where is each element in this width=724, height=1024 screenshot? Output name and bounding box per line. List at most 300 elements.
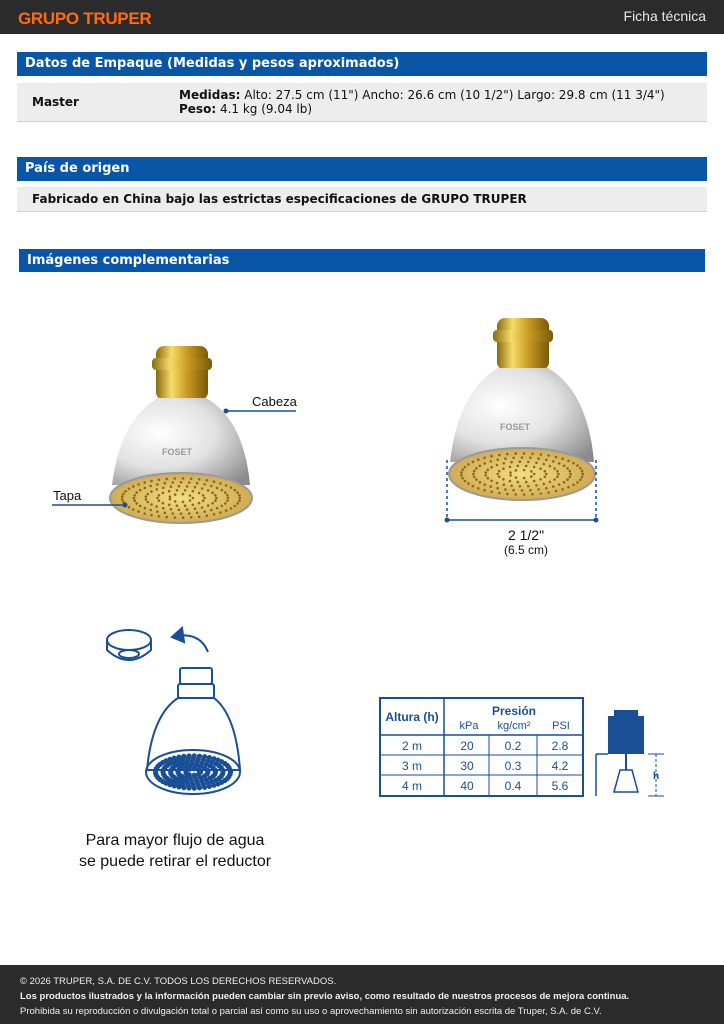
table-cell: 40 — [460, 779, 474, 793]
nozzle-dot — [176, 504, 179, 507]
nozzle-dot — [229, 768, 232, 771]
table-cell: 4.2 — [551, 759, 569, 773]
nozzle-dot — [566, 478, 569, 481]
nozzle-dot — [496, 464, 499, 467]
unit-kgcm2: kg/cm² — [497, 720, 531, 732]
dims-label: Medidas: — [179, 88, 241, 102]
nozzle-dot — [121, 495, 124, 498]
nozzle-dot — [145, 495, 148, 498]
nozzle-dot — [208, 785, 211, 788]
nozzle-dot — [178, 509, 181, 512]
nozzle-dot — [569, 473, 572, 476]
nozzle-dot — [132, 485, 135, 488]
nozzle-dot — [517, 465, 520, 468]
nozzle-dot — [509, 480, 512, 483]
nozzle-dot — [211, 502, 214, 505]
nozzle-dot — [186, 485, 189, 488]
nozzle-dot — [198, 478, 201, 481]
nozzle-dot — [165, 516, 168, 519]
nozzle-dot — [150, 514, 153, 517]
nozzle-dot — [174, 516, 177, 519]
nozzle-dot — [144, 507, 147, 510]
nozzle-dot — [219, 482, 222, 485]
nozzle-dot — [496, 473, 499, 476]
nozzle-dot — [472, 461, 475, 464]
nozzle-dot — [224, 491, 227, 494]
shower-face — [449, 448, 595, 500]
nozzle-dot — [132, 508, 135, 511]
nozzle-dot — [498, 454, 501, 457]
packaging-section-title: Datos de Empaque (Medidas y pesos aproximados) — [17, 52, 707, 76]
nozzle-dot — [479, 481, 482, 484]
unit-psi: PSI — [552, 720, 570, 732]
nozzle-dot — [464, 480, 467, 483]
nozzle-dot — [539, 467, 542, 470]
shower-connector — [156, 346, 208, 400]
nozzle-dot — [174, 493, 177, 496]
nozzle-dot — [168, 504, 171, 507]
nozzle-dot — [531, 493, 534, 496]
nozzle-dot — [473, 470, 476, 473]
nozzle-dot — [213, 480, 216, 483]
nozzle-dot — [158, 494, 161, 497]
document-type: Ficha técnica — [623, 8, 706, 24]
nozzle-dot — [523, 469, 526, 472]
nozzle-dot — [176, 763, 179, 766]
nozzle-dot — [208, 756, 211, 759]
reducer-icon — [107, 630, 151, 650]
nozzle-dot — [490, 455, 493, 458]
nozzle-dot — [561, 488, 564, 491]
table-cell: 3 m — [401, 759, 423, 773]
nozzle-dot — [137, 483, 140, 486]
nozzle-dot — [155, 505, 158, 508]
nozzle-dot — [521, 489, 524, 492]
shower-icon — [614, 770, 638, 792]
nozzle-dot — [206, 768, 209, 771]
nozzle-dot — [214, 779, 217, 782]
nozzle-dot — [581, 470, 584, 473]
nozzle-dot — [226, 499, 229, 502]
nozzle-dot — [162, 487, 165, 490]
nozzle-dot — [177, 756, 180, 759]
nozzle-dot — [202, 499, 205, 502]
nozzle-dot — [172, 512, 175, 515]
shower-head-photo-1 — [52, 346, 298, 523]
nozzle-dot — [210, 509, 213, 512]
nozzle-dot — [502, 467, 505, 470]
table-cell: 0.2 — [504, 739, 522, 753]
nozzle-dot — [162, 492, 165, 495]
nozzle-dot — [556, 476, 559, 479]
shower-connector — [497, 318, 549, 370]
nozzle-dot — [479, 465, 482, 468]
nozzle-dot — [525, 481, 528, 484]
nozzle-dot — [219, 511, 222, 514]
nozzle-dot — [186, 508, 189, 511]
nozzle-dot — [460, 471, 463, 474]
nozzle-dot — [213, 513, 216, 516]
nozzle-dot — [525, 465, 528, 468]
nozzle-dot — [236, 502, 239, 505]
nozzle-dot — [530, 470, 533, 473]
nozzle-dot — [174, 477, 177, 480]
nozzle-dot — [506, 453, 509, 456]
nozzle-dot — [155, 488, 158, 491]
nozzle-dot — [225, 484, 228, 487]
water-tank-icon — [608, 716, 644, 754]
nozzle-dot — [172, 481, 175, 484]
height-symbol: h — [653, 771, 660, 782]
nozzle-dot — [553, 467, 556, 470]
reducer-diagram — [107, 628, 240, 794]
nozzle-dot — [475, 478, 478, 481]
origin-text: Fabricado en China bajo las estrictas especificaciones de GRUPO TRUPER — [32, 192, 527, 206]
nozzle-dot — [215, 497, 218, 500]
nozzle-dot — [472, 473, 475, 476]
nozzle-dot — [487, 477, 490, 480]
nozzle-dot — [485, 471, 488, 474]
nozzle-dot — [182, 477, 185, 480]
pressure-table — [380, 698, 583, 796]
nozzle-dot — [221, 489, 224, 492]
nozzle-dot — [221, 768, 224, 771]
nozzle-dot — [549, 465, 552, 468]
nozzle-dot — [556, 470, 559, 473]
nozzle-dot — [484, 483, 487, 486]
table-cell: 5.6 — [551, 779, 569, 793]
nozzle-dot — [523, 452, 526, 455]
nozzle-dot — [523, 493, 526, 496]
nozzle-dot — [133, 497, 136, 500]
nozzle-dot — [174, 500, 177, 503]
nozzle-dot — [128, 506, 131, 509]
nozzle-dot — [581, 476, 584, 479]
nozzle-dot — [540, 453, 543, 456]
nozzle-dot — [544, 470, 547, 473]
nozzle-dot — [198, 492, 201, 495]
reproduction-notice: Prohibida su reproducción o divulgación total o parcial así como su uso o aprovechamiento sin autorización escrita de Truper, S.A. de C.V. — [20, 1006, 602, 1017]
nozzle-dot — [545, 487, 548, 490]
nozzle-dot — [506, 493, 509, 496]
col-header-presion: Presión — [491, 704, 537, 718]
nozzle-dot — [558, 483, 561, 486]
nozzle-dot — [467, 482, 470, 485]
nozzle-dot — [203, 786, 206, 789]
nozzle-dot — [203, 755, 206, 758]
nozzle-dot — [563, 465, 566, 468]
nozzle-dot — [514, 493, 517, 496]
nozzle-dot — [213, 768, 216, 771]
nozzle-dot — [483, 457, 486, 460]
nozzle-dot — [540, 492, 543, 495]
foset-logo: FOSET — [162, 447, 193, 457]
packaging-row — [17, 83, 707, 122]
brand-logo: GRUPO TRUPER — [18, 9, 152, 28]
nozzle-dot — [162, 502, 165, 505]
label-tapa: Tapa — [53, 488, 82, 503]
nozzle-dot — [572, 462, 575, 465]
nozzle-dot — [168, 762, 171, 765]
nozzle-dot — [173, 757, 176, 760]
nozzle-dot — [238, 494, 241, 497]
table-cell: 0.4 — [504, 779, 522, 793]
nozzle-dot — [158, 499, 161, 502]
nozzle-dot — [206, 479, 209, 482]
nozzle-dot — [170, 485, 173, 488]
nozzle-dot — [498, 492, 501, 495]
footer — [0, 965, 724, 1024]
nozzle-dot — [496, 482, 499, 485]
nozzle-dot — [178, 485, 181, 488]
nozzle-dot — [563, 481, 566, 484]
nozzle-dot — [143, 481, 146, 484]
nozzle-dot — [201, 487, 204, 490]
nozzle-dot — [182, 786, 185, 789]
nozzle-dot — [519, 460, 522, 463]
nozzle-dot — [150, 480, 153, 483]
nozzle-dot — [143, 512, 146, 515]
nozzle-dot — [150, 503, 153, 506]
nozzle-dot — [529, 489, 532, 492]
nozzle-dot — [201, 506, 204, 509]
nozzle-dot — [212, 784, 215, 787]
nozzle-dot — [558, 462, 561, 465]
nozzle-dot — [196, 512, 199, 515]
col-header-altura: Altura (h) — [385, 710, 439, 724]
nozzle-dot — [133, 499, 136, 502]
nozzle-dot — [214, 494, 217, 497]
nozzle-dot — [168, 758, 171, 761]
nozzle-dot — [552, 485, 555, 488]
nozzle-dot — [517, 481, 520, 484]
nozzle-dot — [503, 483, 506, 486]
nozzle-dot — [531, 453, 534, 456]
nozzle-dot — [145, 498, 148, 501]
nozzle-dot — [182, 493, 185, 496]
nozzle-dot — [188, 786, 191, 789]
nozzle-dot — [164, 482, 167, 485]
nozzle-dot — [537, 457, 540, 460]
nozzle-dot — [170, 508, 173, 511]
packaging-row-value — [179, 88, 699, 116]
nozzle-dot — [192, 504, 195, 507]
nozzle-dot — [561, 457, 564, 460]
nozzle-dot — [122, 493, 125, 496]
nozzle-dot — [514, 452, 517, 455]
nozzle-dot — [567, 460, 570, 463]
nozzle-dot — [169, 498, 172, 501]
nozzle-dot — [498, 476, 501, 479]
caption-line-1: Para mayor flujo de agua — [85, 832, 265, 849]
nozzle-dot — [192, 497, 195, 500]
nozzle-dot — [234, 505, 237, 508]
nozzle-dot — [202, 494, 205, 497]
nozzle-dot — [490, 466, 493, 469]
nozzle-dot — [557, 473, 560, 476]
nozzle-dot — [206, 514, 209, 517]
nozzle-dot — [147, 493, 150, 496]
nozzle-dot — [467, 463, 470, 466]
nozzle-dot — [523, 477, 526, 480]
nozzle-dot — [487, 469, 490, 472]
nozzle-dot — [490, 491, 493, 494]
nozzle-dot — [198, 515, 201, 518]
nozzle-dot — [553, 478, 556, 481]
nozzle-dot — [460, 474, 463, 477]
nozzle-dot — [543, 483, 546, 486]
nozzle-dot — [238, 499, 241, 502]
nozzle-dot — [184, 504, 187, 507]
nozzle-dot — [535, 484, 538, 487]
nozzle-dot — [192, 490, 195, 493]
nozzle-dot — [483, 489, 486, 492]
nozzle-dot — [515, 469, 518, 472]
table-cell: 2 m — [401, 739, 423, 753]
origin-row — [17, 187, 707, 212]
nozzle-dot — [182, 501, 185, 504]
nozzle-dot — [182, 516, 185, 519]
nozzle-dot — [509, 474, 512, 477]
nozzle-dot — [216, 487, 219, 490]
nozzle-dot — [234, 489, 237, 492]
nozzle-dot — [173, 784, 176, 787]
images-section-title: Imágenes complementarias — [19, 249, 705, 272]
nozzle-dot — [182, 755, 185, 758]
connector-nut — [152, 358, 212, 370]
shower-face — [110, 473, 252, 523]
nozzle-dot — [180, 481, 183, 484]
nozzle-dot — [230, 507, 233, 510]
nozzle-dot — [198, 786, 201, 789]
nozzle-dot — [225, 509, 228, 512]
nozzle-dot — [169, 495, 172, 498]
nozzle-dot — [509, 471, 512, 474]
nozzle-dot — [552, 460, 555, 463]
nozzle-dot — [547, 454, 550, 457]
nozzle-dot — [527, 461, 530, 464]
nozzle-dot — [539, 478, 542, 481]
nozzle-dot — [533, 480, 536, 483]
nozzle-dot — [214, 499, 217, 502]
table-cell: 0.3 — [504, 759, 522, 773]
nozzle-dot — [461, 468, 464, 471]
nozzle-dot — [190, 477, 193, 480]
nozzle-dot — [566, 467, 569, 470]
complementary-images — [0, 280, 724, 960]
nozzle-dot — [473, 476, 476, 479]
nozzle-dot — [555, 456, 558, 459]
nozzle-dot — [156, 510, 159, 513]
nozzle-dot — [569, 476, 572, 479]
nozzle-dot — [503, 462, 506, 465]
dims-text: Alto: 27.5 cm (11") Ancho: 26.6 cm (10 1/2") Largo: 29.8 cm (11 3/4") — [240, 88, 665, 102]
nozzle-dot — [158, 479, 161, 482]
nozzle-dot — [188, 754, 191, 757]
nozzle-dot — [555, 490, 558, 493]
nozzle-dot — [184, 489, 187, 492]
nozzle-dot — [172, 780, 175, 783]
foset-logo: FOSET — [500, 422, 531, 432]
copyright: © 2026 TRUPER, S.A. DE C.V. TODOS LOS DERECHOS RESERVADOS. — [20, 976, 337, 987]
nozzle-dot — [210, 485, 213, 488]
nozzle-dot — [196, 482, 199, 485]
nozzle-dot — [461, 477, 464, 480]
nozzle-dot — [188, 512, 191, 515]
nozzle-dot — [529, 457, 532, 460]
nozzle-dot — [209, 777, 212, 780]
nozzle-dot — [212, 757, 215, 760]
nozzle-dot — [217, 782, 220, 785]
diagram-connector — [180, 668, 212, 684]
nozzle-dot — [176, 782, 179, 785]
nozzle-dot — [176, 759, 179, 762]
nozzle-dot — [180, 766, 183, 769]
nozzle-dot — [162, 507, 165, 510]
shower-head-photo-2 — [445, 318, 599, 557]
nozzle-dot — [226, 494, 229, 497]
nozzle-dot — [236, 491, 239, 494]
caption-line-2: se puede retirar el reductor — [78, 853, 272, 870]
nozzle-dot — [504, 488, 507, 491]
nozzle-dot — [156, 483, 159, 486]
nozzle-dot — [224, 502, 227, 505]
nozzle-dot — [165, 478, 168, 481]
nozzle-dot — [164, 759, 167, 762]
nozzle-dot — [477, 487, 480, 490]
nozzle-dot — [189, 494, 192, 497]
nozzle-dot — [216, 507, 219, 510]
nozzle-dot — [190, 516, 193, 519]
nozzle-dot — [502, 478, 505, 481]
origin-section-title: País de origen — [17, 157, 707, 181]
nozzle-dot — [227, 497, 230, 500]
nozzle-dot — [207, 504, 210, 507]
nozzle-dot — [521, 456, 524, 459]
nozzle-dot — [139, 505, 142, 508]
nozzle-dot — [545, 459, 548, 462]
nozzle-dot — [221, 505, 224, 508]
nozzle-dot — [230, 486, 233, 489]
unit-kpa: kPa — [459, 720, 479, 732]
nozzle-dot — [176, 489, 179, 492]
nozzle-dot — [135, 502, 138, 505]
nozzle-dot — [475, 467, 478, 470]
nozzle-dot — [485, 474, 488, 477]
nozzle-dot — [149, 485, 152, 488]
nozzle-dot — [472, 485, 475, 488]
nozzle-dot — [211, 491, 214, 494]
nozzle-dot — [189, 499, 192, 502]
nozzle-dot — [512, 457, 515, 460]
table-cell: 2.8 — [551, 739, 569, 753]
nozzle-dot — [194, 486, 197, 489]
nozzle-dot — [490, 480, 493, 483]
nozzle-dot — [180, 512, 183, 515]
nozzle-dot — [504, 457, 507, 460]
nozzle-dot — [579, 478, 582, 481]
nozzle-dot — [544, 476, 547, 479]
nozzle-dot — [567, 486, 570, 489]
nozzle-dot — [490, 460, 493, 463]
dimension-inches: 2 1/2" — [507, 527, 545, 543]
nozzle-dot — [177, 785, 180, 788]
nozzle-dot — [144, 487, 147, 490]
nozzle-dot — [135, 491, 138, 494]
nozzle-dot — [124, 490, 127, 493]
nozzle-dot — [549, 481, 552, 484]
nozzle-dot — [198, 755, 201, 758]
